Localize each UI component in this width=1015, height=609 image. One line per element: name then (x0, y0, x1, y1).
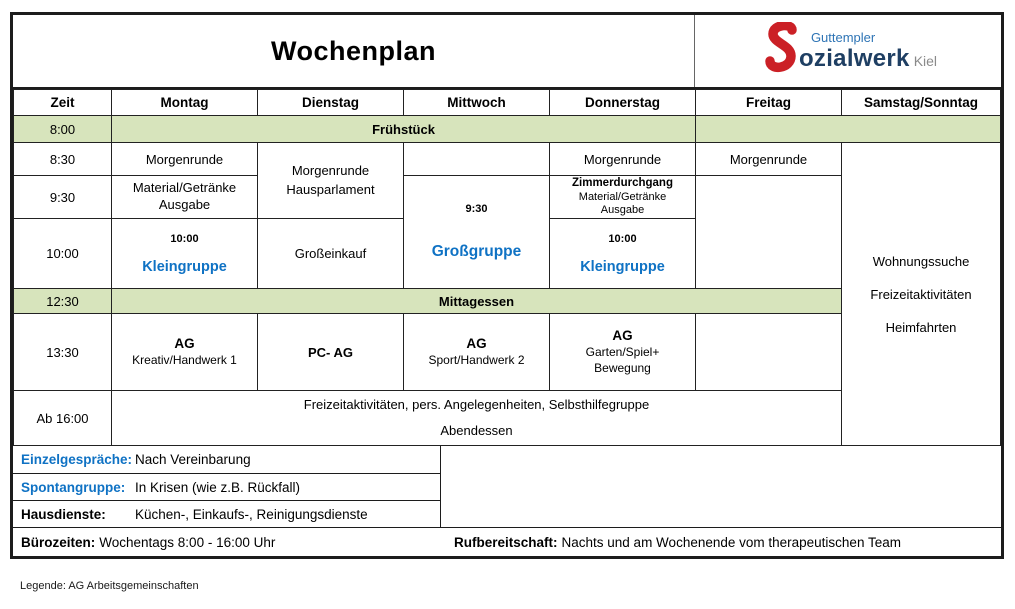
note-text: Nach Vereinbarung (135, 452, 251, 468)
weekend-activity-line: Freizeitaktivitäten (870, 286, 972, 302)
note-text: Küchen-, Einkaufs-, Reinigungsdienste (135, 506, 368, 522)
wochenplan-sheet (10, 12, 1004, 559)
logo-brand-bottom (799, 45, 937, 73)
cell-line: Zimmerdurchgang (572, 177, 673, 189)
legend-note: Legende: AG Arbeitsgemeinschaften (20, 580, 199, 592)
cell-line: Ausgabe (600, 203, 645, 216)
cell-mittwoch-0930-1000 (404, 176, 550, 289)
ag-subtitle: Kreativ/Handwerk 1 (132, 352, 237, 367)
lunch-band: Mittagessen (112, 289, 842, 314)
cell-donnerstag-0930 (550, 176, 696, 219)
kleingruppe-label: Kleingruppe (142, 258, 227, 275)
title-bar (13, 15, 1001, 89)
logo-brand-top: Guttempler (810, 29, 876, 45)
cell-mittwoch-0830-empty (404, 143, 550, 176)
ag-title: AG (612, 328, 633, 344)
time-cell-0830: 8:30 (14, 143, 112, 176)
cell-line: Freizeitaktivitäten, pers. Angelegenheiten, Selbsthilfegruppe (303, 397, 650, 413)
notes-section (13, 446, 1001, 528)
montag-time-label: 10:00 (170, 232, 199, 245)
grossgruppe-label: Großgruppe (431, 243, 522, 261)
column-header-zeit: Zeit (14, 90, 112, 116)
on-call-label: Rufbereitschaft: (454, 534, 558, 550)
cell-donnerstag-1000 (550, 219, 696, 289)
column-header-freitag: Freitag (696, 90, 842, 116)
cell-montag-0930 (112, 176, 258, 219)
cell-montag-0830: Morgenrunde (112, 143, 258, 176)
note-spontangruppe (13, 473, 440, 500)
cell-ag-montag (112, 314, 258, 391)
cell-freitag-0930-1000-empty (696, 176, 842, 289)
weekend-activity-line: Heimfahrten (885, 319, 957, 335)
weekend-activity-line: Wohnungssuche (872, 253, 970, 269)
time-cell-1600: Ab 16:00 (14, 391, 112, 446)
cell-ag-mittwoch (404, 314, 550, 391)
office-hours-text: Wochentags 8:00 - 16:00 Uhr (99, 534, 276, 550)
notes-left-column (13, 446, 441, 527)
note-text: In Krisen (wie z.B. Rückfall) (135, 479, 301, 495)
on-call-info (454, 535, 1001, 550)
note-hausdienste (13, 500, 440, 527)
cell-line: Material/Getränke (132, 180, 237, 196)
ag-title: AG (174, 335, 195, 351)
cell-weekend-activities (842, 143, 1001, 446)
breakfast-band-extension (696, 116, 1001, 143)
office-hours-label: Bürozeiten: (21, 534, 96, 550)
cell-freitag-1330-empty (696, 314, 842, 391)
time-cell-1230: 12:30 (14, 289, 112, 314)
cell-ag-dienstag: PC- AG (258, 314, 404, 391)
time-cell-0930: 9:30 (14, 176, 112, 219)
schedule-table (13, 89, 1001, 446)
cell-donnerstag-0830: Morgenrunde (550, 143, 696, 176)
cell-line: Hausparlament (286, 181, 375, 197)
note-label: Einzelgespräche: (21, 452, 133, 468)
breakfast-band: Frühstück (112, 116, 696, 143)
sozialwerk-s-icon (759, 22, 803, 80)
cell-line: Material/Getränke (578, 190, 667, 203)
cell-dienstag-0830-0930 (258, 143, 404, 219)
column-header-montag: Montag (112, 90, 258, 116)
logo-city: Kiel (913, 52, 938, 69)
row-0800 (14, 116, 1001, 143)
notes-right-empty (441, 446, 1001, 527)
ag-title: AG (466, 335, 487, 351)
office-hours-row (13, 528, 1001, 556)
office-hours (13, 535, 454, 550)
donnerstag-time-label: 10:00 (608, 232, 637, 245)
mittwoch-time-label: 9:30 (465, 202, 488, 215)
column-header-mittwoch: Mittwoch (404, 90, 550, 116)
row-0830 (14, 143, 1001, 176)
ag-subtitle: Sport/Handwerk 2 (428, 352, 525, 367)
note-einzelgespraeche (13, 446, 440, 473)
logo-text (799, 30, 937, 73)
time-cell-0800: 8:00 (14, 116, 112, 143)
column-header-donnerstag: Donnerstag (550, 90, 696, 116)
schedule-header-row (14, 90, 1001, 116)
cell-evening-activities (112, 391, 842, 446)
cell-ag-donnerstag (550, 314, 696, 391)
cell-line: Abendessen (440, 423, 513, 439)
cell-dienstag-1000: Großeinkauf (258, 219, 404, 289)
cell-line: Ausgabe (158, 197, 211, 213)
cell-freitag-0830: Morgenrunde (696, 143, 842, 176)
note-label: Spontangruppe: (21, 479, 126, 495)
logo-area (695, 15, 1001, 87)
ag-subtitle: Bewegung (594, 360, 651, 375)
title-area (13, 15, 695, 87)
page-title: Wochenplan (270, 35, 436, 66)
kleingruppe-label: Kleingruppe (580, 258, 665, 275)
time-cell-1330: 13:30 (14, 314, 112, 391)
logo-brand-word: ozialwerk (798, 44, 910, 72)
ag-subtitle: Garten/Spiel+ (585, 345, 660, 360)
time-cell-1000: 10:00 (14, 219, 112, 289)
cell-line: Morgenrunde (291, 162, 370, 178)
cell-montag-1000 (112, 219, 258, 289)
note-label: Hausdienste: (21, 506, 106, 522)
column-header-wochenende: Samstag/Sonntag (842, 90, 1001, 116)
on-call-text: Nachts und am Wochenende vom therapeutischen Team (561, 534, 901, 550)
column-header-dienstag: Dienstag (258, 90, 404, 116)
